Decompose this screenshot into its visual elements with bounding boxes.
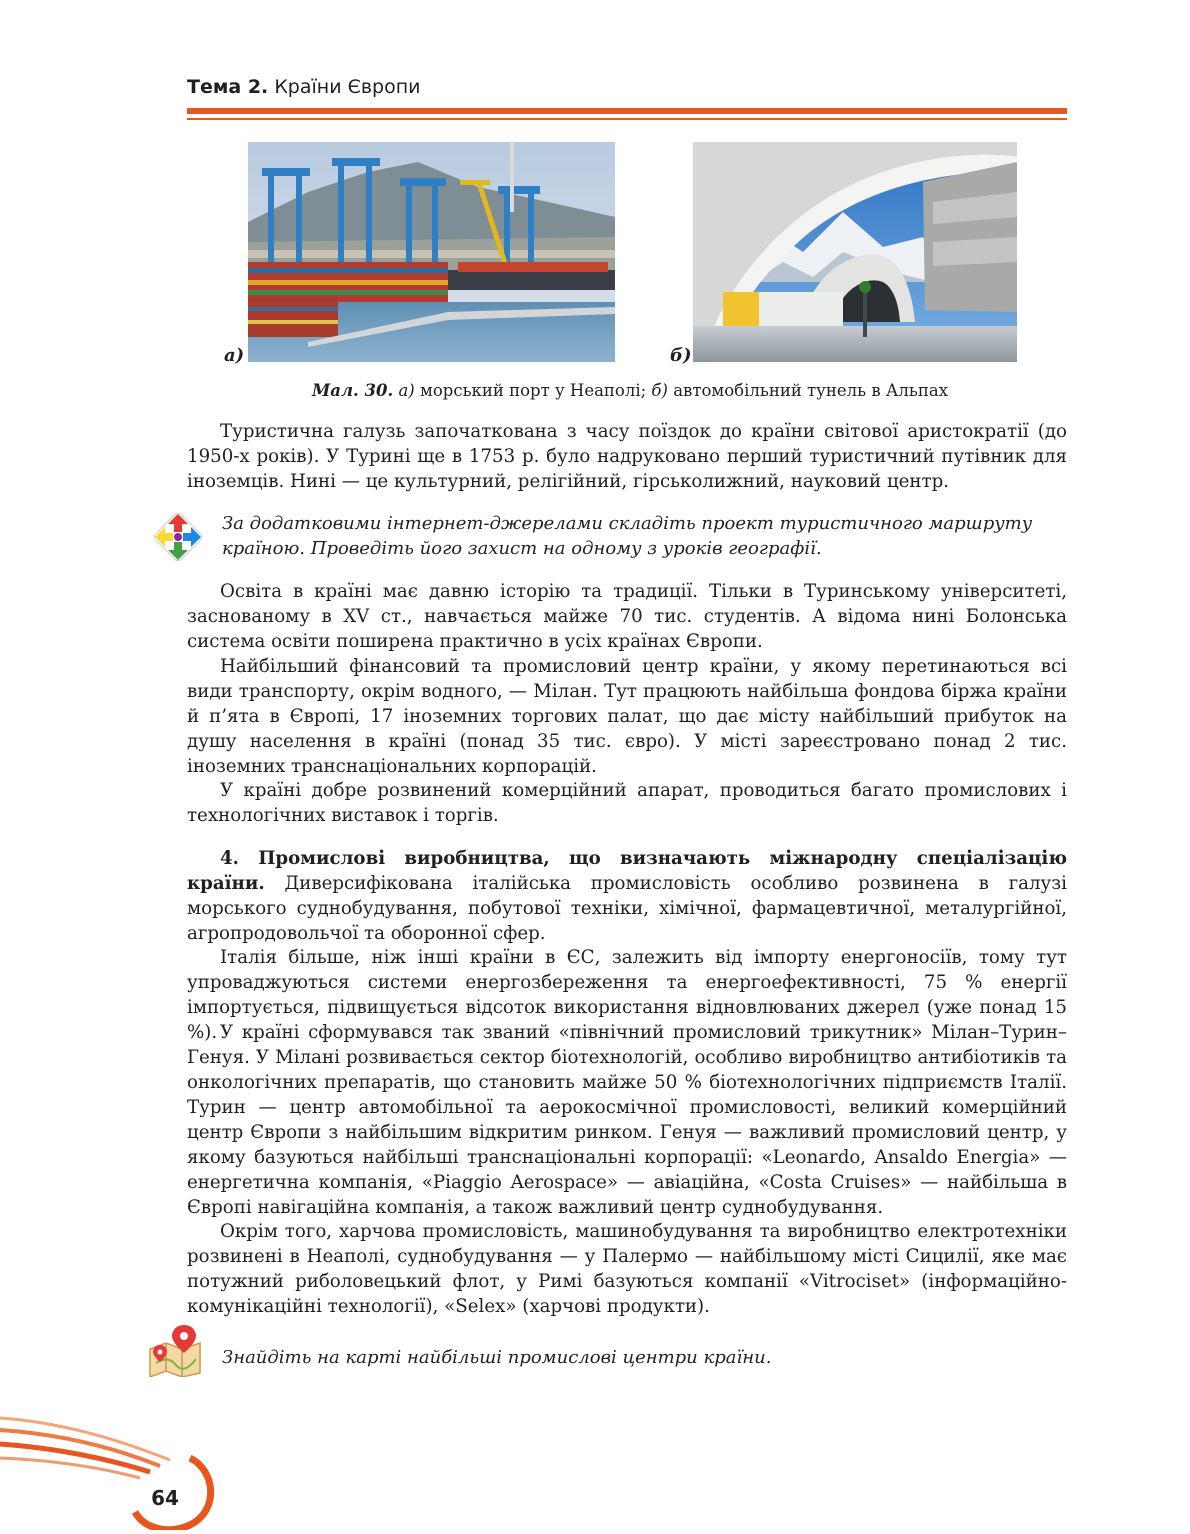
section-heading: 4. Промислові виробництва, що визначають міжнародну спеціалізацію країни.	[187, 848, 1067, 894]
caption-b-text: автомобільний тунель в Альпах	[673, 381, 948, 400]
task-find-centers: Знайдіть на карті найбільші промислові центри країни.	[222, 1347, 772, 1368]
header-rule-thin	[187, 118, 1067, 120]
caption-b-marker: б)	[651, 381, 668, 400]
map-pin-icon	[146, 1323, 204, 1381]
topic-title: Країни Європи	[274, 76, 421, 98]
page-number: 64	[151, 1486, 179, 1510]
footer-swoosh	[0, 1400, 230, 1534]
section-text: Диверсифікована італійська промисловість особливо розвинена в галузі морського суднобудування, побутової техніки, хімічної, фармацевтичної, металургійної, агропродовольчої та оборонної сфер.	[187, 873, 1067, 944]
caption-a-text: морський порт у Неаполі;	[420, 381, 647, 400]
figure-number: Мал. 30.	[311, 381, 394, 400]
tunnel-photo	[693, 142, 1017, 362]
figure-caption	[190, 381, 1070, 400]
paragraph-naples: Окрім того, харчова промисловість, машинобудування та виробництво електротехніки розвинені в Неаполі, суднобудування — у Палермо — найбільшому місті Сицилії, яке має потужний риболовецький флот, у Римі базуються компанії «Vitrociset» (інформаційно-комунікаційні технології), «Selex» (харчові продукти).	[187, 1221, 1067, 1317]
header-rule-thick	[187, 108, 1067, 114]
caption-a-marker: а)	[398, 381, 415, 400]
puzzle-arrows-icon	[151, 510, 205, 568]
paragraph-commerce: У країні добре розвинений комерційний апарат, проводиться багато промислових і технологічних виставок і торгів.	[187, 780, 1067, 826]
paragraph-tourism: Туристична галузь започаткована з часу поїздок до країни світової аристократії (до 1950-х років). У Турині ще в 1753 р. було надруковано перший туристичний путівник для іноземців. Нині — це культурний, релігійний, гірськолижний, науковий центр.	[187, 421, 1067, 492]
paragraph-milan: Найбільший фінансовий та промисловий центр країни, у якому перетинаються всі види транспорту, окрім водного, — Мілан. Тут працюють найбільша фондова біржа країни й п’ята в Європі, 17 іноземних торгових палат, що дає місту найбільший прибуток на душу населення в країні (понад 35 тис. євро). У місті зареєстровано понад 2 тис. іноземних транснаціональних корпорацій.	[187, 656, 1067, 777]
port-photo	[248, 142, 615, 362]
figure-label-a: а)	[224, 345, 245, 366]
paragraph-triangle: У країні сформувався так званий «північний промисловий трикутник» Мілан–Турин–Генуя. У Мілані розвивається сектор біотехнологій, особливо виробництво антибіотиків та онкологічних препаратів, що становить майже 50 % біотехнологічних підприємств Італії. Турин — центр автомобільної та аерокосмічної промисловості, великий комерційний центр Європи з найбільшим відкритим ринком. Генуя — важливий промисловий центр, у якому базуються найбільші транснаціональні корпорації: «Leonardo, Ansaldo Energia» — енергетична компанія, «Piaggio Aerospace» — авіаційна, «Costa Cruises» — найбільша в Європі навігаційна компанія, а також важливий центр суднобудування.	[187, 1022, 1067, 1218]
page-header	[187, 76, 421, 98]
paragraph-energy: Італія більше, ніж інші країни в ЄС, залежить від імпорту енергоносіїв, тому тут упроваджуються системи енергозбереження та енергоефективності, 75 % енергії імпортується, підвищується відсоток використання відновлюваних джерел (уже понад 15 %).	[187, 947, 1067, 1043]
topic-label: Тема 2.	[187, 76, 269, 98]
paragraph-industry-section	[187, 846, 1067, 946]
task-tourist-route: За додатковими інтернет-джерелами складіть проект туристичного маршруту країною. Проведіть його захист на одному з уроків географії.	[222, 513, 1033, 559]
paragraph-education: Освіта в країні має давню історію та традиції. Тільки в Туринському університеті, заснованому в XV ст., навчається майже 70 тис. студентів. А відома нині Болонська система освіти поширена практично в усіх країнах Європи.	[187, 581, 1067, 652]
figure-label-b: б)	[670, 345, 692, 366]
